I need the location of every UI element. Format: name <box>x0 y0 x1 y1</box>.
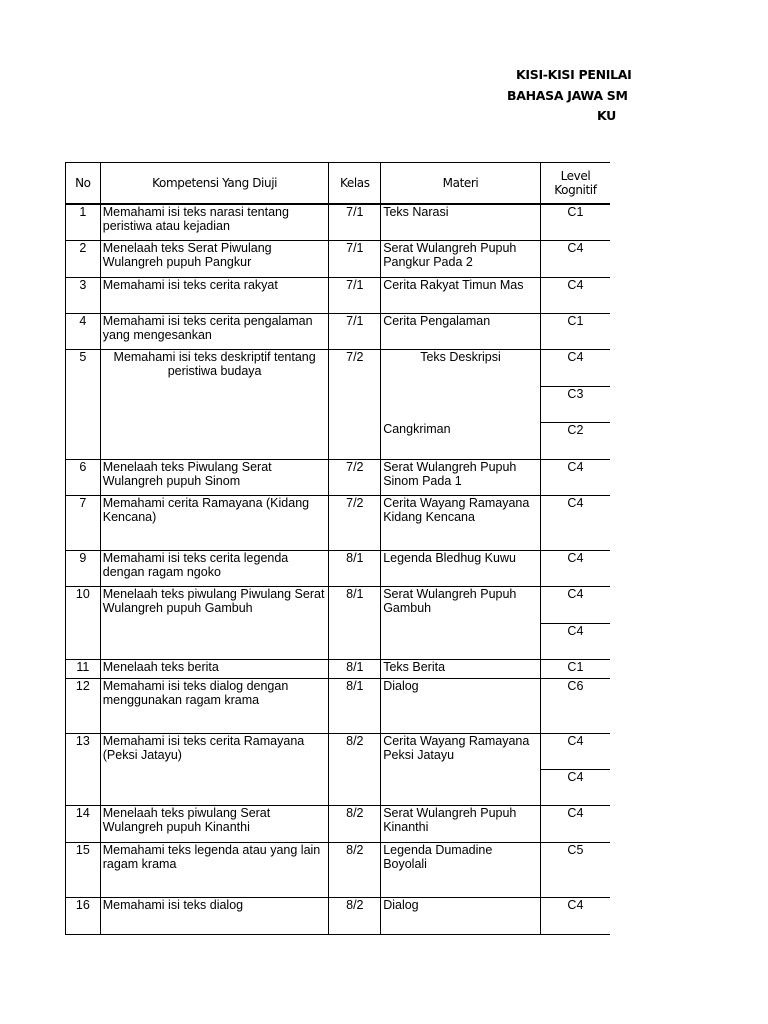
cell-level: C1 <box>540 659 610 678</box>
cell-no: 11 <box>66 659 101 678</box>
cell-kompetensi: Menelaah teks piwulang Serat Wulangreh pupuh Kinanthi <box>100 805 329 842</box>
table-row <box>66 459 611 495</box>
cell-level: C4 <box>540 277 610 313</box>
cell-no: 4 <box>66 313 101 349</box>
cell-level: C2 <box>540 422 610 459</box>
cell-level: C4 <box>540 805 610 842</box>
cell-materi: Serat Wulangreh Pupuh Sinom Pada 1 <box>381 459 541 495</box>
cell-level: C4 <box>540 623 610 659</box>
cell-level: C4 <box>540 733 610 769</box>
cell-kompetensi: Memahami isi teks cerita legenda dengan ragam ngoko <box>100 550 329 586</box>
cell-kompetensi: Memahami teks legenda atau yang lain ragam krama <box>100 842 329 897</box>
cell-materi: Serat Wulangreh Pupuh Pangkur Pada 2 <box>381 240 541 277</box>
doc-title-line2: BAHASA JAWA SM <box>507 88 628 103</box>
cell-no: 13 <box>66 733 101 805</box>
cell-no: 1 <box>66 204 101 240</box>
table-row <box>66 733 611 769</box>
cell-kompetensi: Menelaah teks Piwulang Serat Wulangreh pupuh Sinom <box>100 459 329 495</box>
cell-level: C1 <box>540 204 610 240</box>
table-row <box>66 313 611 349</box>
cell-kompetensi: Memahami cerita Ramayana (Kidang Kencana) <box>100 495 329 550</box>
cell-kelas: 8/1 <box>329 550 381 586</box>
cell-materi: Legenda Bledhug Kuwu <box>381 550 541 586</box>
cell-kelas: 8/2 <box>329 733 381 805</box>
doc-title-line1: KISI-KISI PENILAI <box>516 67 632 82</box>
cell-materi: Legenda Dumadine Boyolali <box>381 842 541 897</box>
cell-materi: Dialog <box>381 897 541 934</box>
col-header-materi: Materi <box>381 163 541 205</box>
cell-kelas: 7/2 <box>329 349 381 459</box>
cell-kelas: 7/2 <box>329 495 381 550</box>
cell-kompetensi: Memahami isi teks cerita pengalaman yang mengesankan <box>100 313 329 349</box>
cell-level: C4 <box>540 459 610 495</box>
cell-materi: Teks Narasi <box>381 204 541 240</box>
table-row <box>66 842 611 897</box>
cell-level: C4 <box>540 586 610 623</box>
cell-level: C6 <box>540 678 610 733</box>
table-row <box>66 240 611 277</box>
cell-no: 7 <box>66 495 101 550</box>
cell-kompetensi: Memahami isi teks dialog dengan menggunakan ragam krama <box>100 678 329 733</box>
table-row <box>66 659 611 678</box>
doc-title-line3: KU <box>597 108 617 123</box>
cell-level: C1 <box>540 313 610 349</box>
cell-kelas: 7/2 <box>329 459 381 495</box>
cell-materi: Cerita Pengalaman <box>381 313 541 349</box>
table-row <box>66 349 611 386</box>
cell-kompetensi: Memahami isi teks cerita rakyat <box>100 277 329 313</box>
cell-no: 10 <box>66 586 101 659</box>
table-row <box>66 550 611 586</box>
cell-materi: Cerita Wayang Ramayana Kidang Kencana <box>381 495 541 550</box>
cell-kompetensi: Memahami isi teks cerita Ramayana (Peksi Jatayu) <box>100 733 329 805</box>
cell-no: 6 <box>66 459 101 495</box>
cell-materi: Teks Berita <box>381 659 541 678</box>
col-header-no: No <box>66 163 101 205</box>
col-header-level: Level Kognitif <box>540 163 610 205</box>
table-row <box>66 897 611 934</box>
cell-kompetensi: Menelaah teks berita <box>100 659 329 678</box>
cell-kompetensi: Menelaah teks Serat Piwulang Wulangreh pupuh Pangkur <box>100 240 329 277</box>
cell-no: 3 <box>66 277 101 313</box>
cell-materi: Teks Deskripsi <box>381 349 541 422</box>
cell-no: 9 <box>66 550 101 586</box>
table-row <box>66 586 611 623</box>
cell-kelas: 7/1 <box>329 240 381 277</box>
cell-kompetensi: Menelaah teks piwulang Piwulang Serat Wulangreh pupuh Gambuh <box>100 586 329 659</box>
cell-no: 5 <box>66 349 101 459</box>
cell-kelas: 7/1 <box>329 313 381 349</box>
cell-kelas: 8/1 <box>329 678 381 733</box>
cell-kelas: 8/2 <box>329 897 381 934</box>
table-row <box>66 678 611 733</box>
cell-materi: Serat Wulangreh Pupuh Gambuh <box>381 586 541 659</box>
cell-level: C4 <box>540 550 610 586</box>
cell-no: 14 <box>66 805 101 842</box>
cell-level: C4 <box>540 769 610 805</box>
cell-kompetensi: Memahami isi teks dialog <box>100 897 329 934</box>
cell-materi: Dialog <box>381 678 541 733</box>
kisi-kisi-table <box>65 162 610 935</box>
cell-kompetensi: Memahami isi teks narasi tentang peristiwa atau kejadian <box>100 204 329 240</box>
cell-no: 15 <box>66 842 101 897</box>
cell-kelas: 8/1 <box>329 586 381 659</box>
cell-kelas: 8/1 <box>329 659 381 678</box>
cell-materi: Cerita Rakyat Timun Mas <box>381 277 541 313</box>
cell-no: 2 <box>66 240 101 277</box>
cell-kelas: 8/2 <box>329 842 381 897</box>
col-header-kompetensi: Kompetensi Yang Diuji <box>100 163 329 205</box>
table-row <box>66 805 611 842</box>
cell-kelas: 7/1 <box>329 204 381 240</box>
cell-level: C3 <box>540 386 610 422</box>
cell-level: C4 <box>540 240 610 277</box>
cell-materi: Serat Wulangreh Pupuh Kinanthi <box>381 805 541 842</box>
cell-level: C4 <box>540 495 610 550</box>
cell-level: C4 <box>540 349 610 386</box>
cell-materi: Cangkriman <box>381 422 541 459</box>
cell-kelas: 7/1 <box>329 277 381 313</box>
cell-kompetensi: Memahami isi teks deskriptif tentang peristiwa budaya <box>100 349 329 459</box>
cell-materi: Cerita Wayang Ramayana Peksi Jatayu <box>381 733 541 805</box>
cell-level: C4 <box>540 897 610 934</box>
table-row <box>66 495 611 550</box>
cell-level: C5 <box>540 842 610 897</box>
cell-no: 12 <box>66 678 101 733</box>
cell-no: 16 <box>66 897 101 934</box>
table-row <box>66 204 611 240</box>
col-header-kelas: Kelas <box>329 163 381 205</box>
cell-kelas: 8/2 <box>329 805 381 842</box>
table-row <box>66 277 611 313</box>
